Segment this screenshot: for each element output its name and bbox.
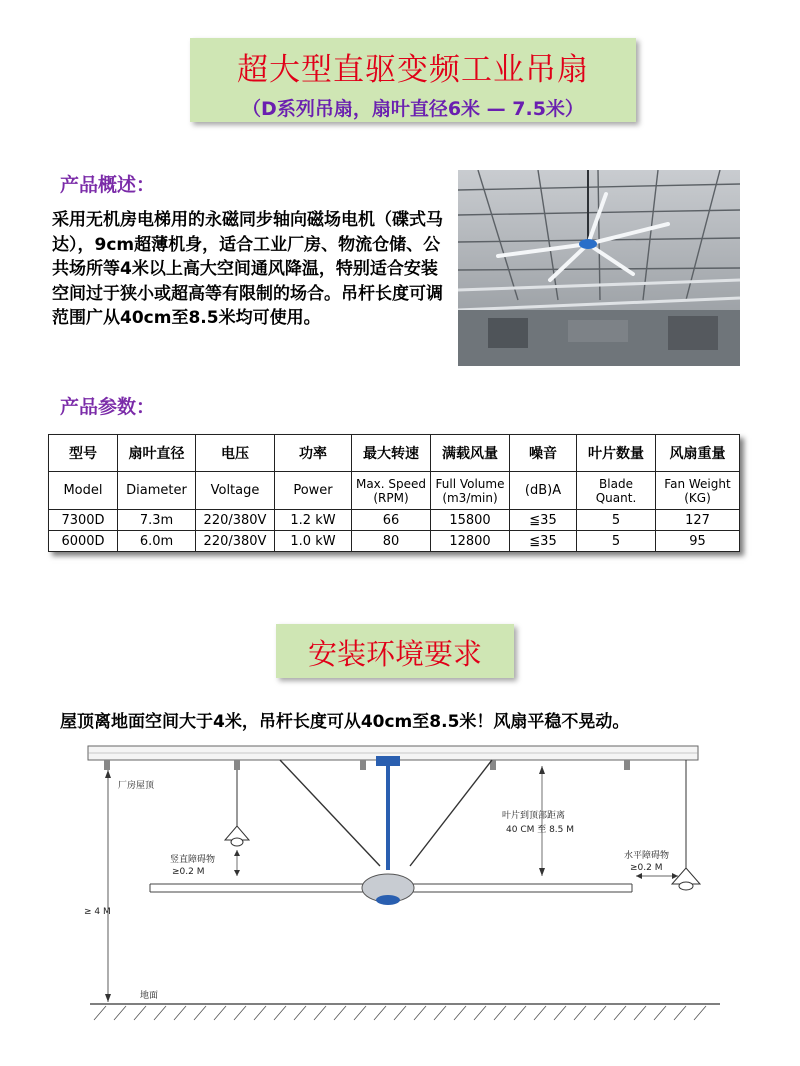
col-header: 扇叶直径 <box>118 435 196 472</box>
table-cell: 95 <box>656 531 740 552</box>
table-row <box>49 510 740 531</box>
table-cell: 15800 <box>431 510 510 531</box>
col-header: 叶片数量 <box>577 435 656 472</box>
roof-label: 厂房屋顶 <box>118 781 155 791</box>
table-cell: 5 <box>577 531 656 552</box>
table-cell: 6.0m <box>118 531 196 552</box>
env-heading: 安装环境要求 <box>307 637 482 671</box>
table-cell: 80 <box>352 531 431 552</box>
overview-heading: 产品概述： <box>60 174 156 196</box>
table-cell: 7.3m <box>118 510 196 531</box>
table-cell: 1.0 kW <box>275 531 352 552</box>
col-header-en: Full Volume (m3/min) <box>431 472 510 510</box>
col-header: 风扇重量 <box>656 435 740 472</box>
height-label: ≥ 4 M <box>84 907 111 917</box>
ground-label: 地面 <box>140 991 159 1001</box>
blade-gap-label: 叶片到顶部距离 <box>502 811 566 821</box>
table-cell: 220/380V <box>196 531 275 552</box>
vertical-obstacle-value: ≥0.2 M <box>172 867 205 877</box>
col-header-en: Model <box>49 472 118 510</box>
col-header-en: Blade Quant. <box>577 472 656 510</box>
table-row <box>49 531 740 552</box>
horizontal-obstacle-value: ≥0.2 M <box>630 863 663 873</box>
col-header-en: Max. Speed (RPM) <box>352 472 431 510</box>
header-row-en <box>49 472 740 510</box>
horizontal-obstacle-label: 水平障碍物 <box>624 851 670 861</box>
header-row-zh <box>49 435 740 472</box>
col-header: 型号 <box>49 435 118 472</box>
table-cell: ≦35 <box>510 531 577 552</box>
warehouse-fan-photo <box>458 170 740 366</box>
page-subtitle: （D系列吊扇，扇叶直径6米 — 7.5米） <box>242 98 584 120</box>
table-cell: 220/380V <box>196 510 275 531</box>
env-banner <box>276 624 514 678</box>
table-cell: 12800 <box>431 531 510 552</box>
col-header-en: Power <box>275 472 352 510</box>
params-heading: 产品参数： <box>60 396 156 418</box>
table-cell: 6000D <box>49 531 118 552</box>
table-cell: ≦35 <box>510 510 577 531</box>
table-cell: 1.2 kW <box>275 510 352 531</box>
blade-gap-value: 40 CM 至 8.5 M <box>506 825 575 835</box>
page-title: 超大型直驱变频工业吊扇 <box>237 52 589 88</box>
col-header: 最大转速 <box>352 435 431 472</box>
col-header-en: (dB)A <box>510 472 577 510</box>
env-description: 屋顶离地面空间大于4米，吊杆长度可从40cm至8.5米！风扇平稳不晃动。 <box>60 712 630 732</box>
overview-text: 采用无机房电梯用的永磁同步轴向磁场电机（碟式马达），9cm超薄机身，适合工业厂房、物流仓储、公共场所等4米以上高大空间通风降温，特别适合安装空间过于狭小或超高等有限制的场合。吊杆长度可调范围广从40cm至8.5米均可使用。 <box>52 210 443 328</box>
spec-table <box>48 434 740 552</box>
table-cell: 5 <box>577 510 656 531</box>
col-header: 噪音 <box>510 435 577 472</box>
col-header: 电压 <box>196 435 275 472</box>
vertical-obstacle-label: 竖直障碍物 <box>170 855 216 865</box>
table-cell: 66 <box>352 510 431 531</box>
table-cell: 7300D <box>49 510 118 531</box>
installation-diagram <box>80 742 740 1028</box>
col-header-en: Voltage <box>196 472 275 510</box>
title-banner <box>190 38 636 122</box>
col-header-en: Diameter <box>118 472 196 510</box>
table-cell: 127 <box>656 510 740 531</box>
col-header-en: Fan Weight (KG) <box>656 472 740 510</box>
col-header: 功率 <box>275 435 352 472</box>
col-header: 满载风量 <box>431 435 510 472</box>
